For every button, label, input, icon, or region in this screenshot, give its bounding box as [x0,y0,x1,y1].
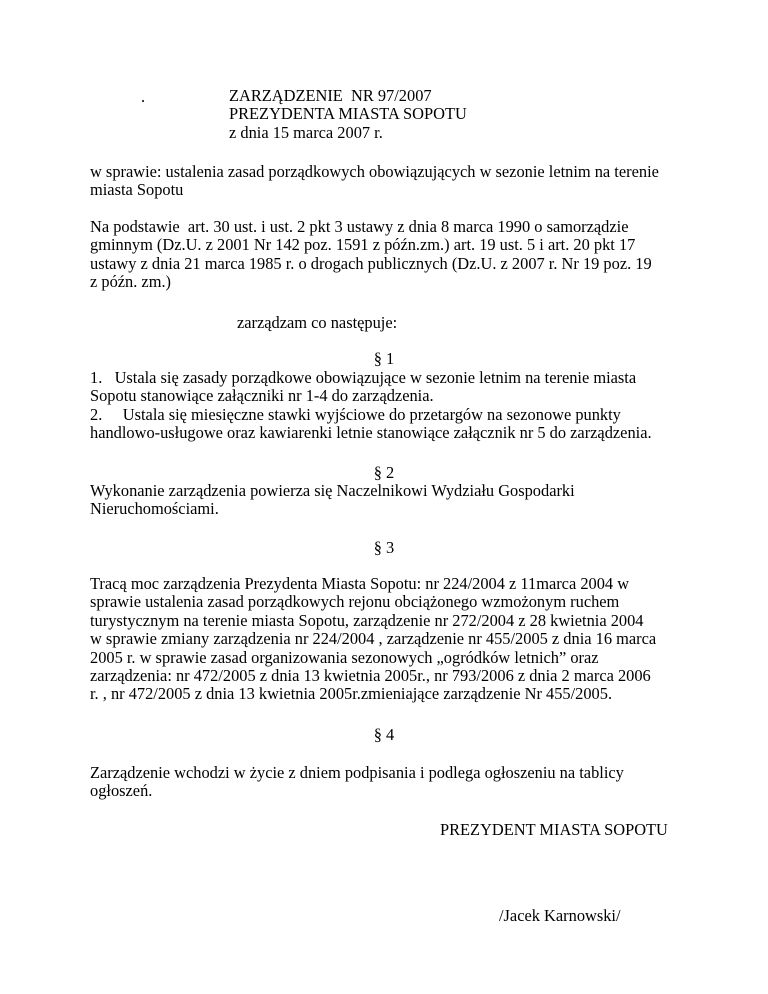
section-1-line-2: Sopotu stanowiące załączniki nr 1-4 do zarządzenia. [90,386,434,406]
section-1-line-1: 1. Ustala się zasady porządkowe obowiązujące w sezonie letnim na terenie miasta [90,368,637,387]
section-2-line-1: Wykonanie zarządzenia powierza się Naczelnikowi Wydziału Gospodarki [90,481,575,500]
section-4-line-2: ogłoszeń. [90,781,153,801]
title-line-1: ZARZĄDZENIE NR 97/2007 [229,86,432,105]
section-4-line-1: Zarządzenie wchodzi w życie z dniem podpisania i podlega ogłoszeniu na tablicy [90,763,624,782]
section-3-line-7: r. , nr 472/2005 z dnia 13 kwietnia 2005r.zmieniające zarządzenie Nr 455/2005. [90,684,613,704]
section-4-body [90,764,730,801]
section-2-body [90,482,730,519]
section-3-line-6: zarządzenia: nr 472/2005 z dnia 13 kwietnia 2005r., nr 793/2006 z dnia 2 marca 2006 [90,666,651,686]
signature-title: PREZYDENT MIASTA SOPOTU [440,820,668,839]
section-2-heading: § 2 [373,463,395,482]
section-3-line-1: Tracą moc zarządzenia Prezydenta Miasta Sopotu: nr 224/2004 z 11marca 2004 w [90,574,630,593]
legal-basis-line-3: ustawy z dnia 21 marca 1985 r. o drogach publicznych (Dz.U. z 2007 r. Nr 19 poz. 19 [90,253,652,273]
section-1-body [90,369,730,443]
title-line-2: PREZYDENTA MIASTA SOPOTU [229,104,467,124]
section-4-heading: § 4 [373,725,395,744]
section-3-line-4: w sprawie zmiany zarządzenia nr 224/2004 , zarządzenie nr 455/2005 z dnia 16 marca [90,629,657,649]
legal-basis-line-4: z późn. zm.) [90,272,172,292]
header-dot: . [141,87,146,106]
section-1-line-4: handlowo-usługowe oraz kawiarenki letnie stanowiące załącznik nr 5 do zarządzenia. [90,423,652,443]
section-3-line-2: sprawie ustalenia zasad porządkowych rejonu obciążonego wzmożonym ruchem [90,592,620,612]
subject-paragraph [90,163,730,200]
subject-line-2: miasta Sopotu [90,180,184,200]
section-3-line-3: turystycznym na terenie miasta Sopotu, zarządzenie nr 272/2004 z 28 kwietnia 2004 [90,610,644,630]
legal-basis-line-1: Na podstawie art. 30 ust. i ust. 2 pkt 3 ustawy z dnia 8 marca 1990 o samorządzie [90,217,629,236]
section-3-heading: § 3 [373,538,395,557]
title-line-3: z dnia 15 marca 2007 r. [229,122,383,142]
subject-line-1: w sprawie: ustalenia zasad porządkowych obowiązujących w sezonie letnim na terenie [90,162,659,181]
decree-intro: zarządzam co następuje: [237,313,398,332]
section-3-body [90,575,730,704]
legal-basis-paragraph [90,218,730,292]
section-1-heading: § 1 [373,349,395,368]
section-2-line-2: Nieruchomościami. [90,499,219,519]
signature-name: /Jacek Karnowski/ [499,906,621,925]
document-title [229,87,467,142]
section-1-line-3: 2. Ustala się miesięczne stawki wyjściowe do przetargów na sezonowe punkty [90,404,621,424]
legal-basis-line-2: gminnym (Dz.U. z 2001 Nr 142 poz. 1591 z późn.zm.) art. 19 ust. 5 i art. 20 pkt 17 [90,235,636,255]
section-3-line-5: 2005 r. w sprawie zasad organizowania sezonowych „ogródków letnich” oraz [90,647,599,667]
